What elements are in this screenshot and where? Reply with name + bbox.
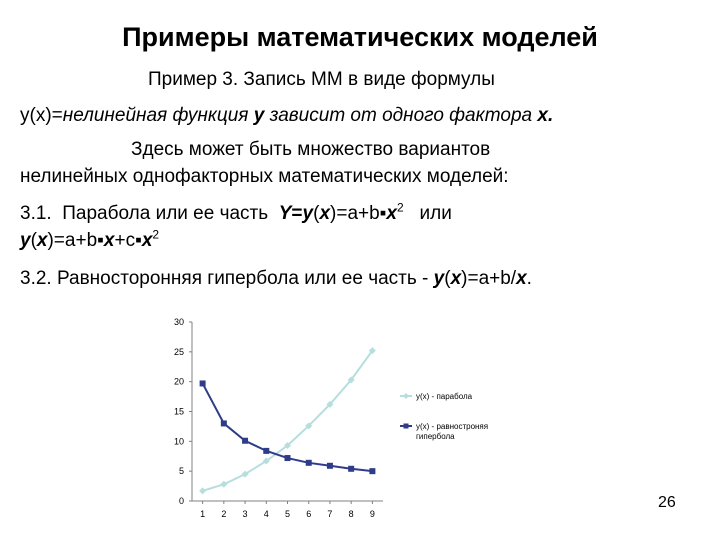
slide-title: Примеры математических моделей — [122, 22, 598, 52]
line-variants: Здесь может быть множество вариантов — [131, 139, 491, 160]
formula-y: y — [20, 230, 31, 251]
series-2-point — [327, 463, 333, 469]
formula-x1: x — [103, 230, 115, 251]
y-tick-label: 5 — [178, 466, 184, 477]
series-2-point — [369, 468, 375, 474]
formula-end: . — [526, 268, 532, 289]
formula-open: ( — [30, 230, 37, 251]
prefix-text: y(x)= — [20, 105, 63, 126]
x-variable: х. — [537, 105, 554, 126]
formula-x: x — [36, 230, 48, 251]
series-2-point — [221, 420, 227, 426]
x-tick-label: 9 — [369, 509, 375, 519]
formula-rest: )=a+b/ — [461, 268, 517, 289]
series-2-point — [242, 438, 248, 444]
formula-sup: 2 — [397, 200, 404, 215]
series-1-point — [199, 487, 206, 494]
x-tick-label: 4 — [263, 509, 269, 519]
x-tick-label: 2 — [221, 509, 227, 519]
italic-text: нелинейная функция — [62, 105, 254, 126]
formula-rest: )=a+b — [330, 203, 380, 224]
legend-marker-1 — [403, 393, 409, 399]
y-tick-label: 20 — [173, 376, 184, 387]
subtitle: Пример 3. Запись ММ в виде формулы — [148, 69, 495, 90]
hyperbola-text: 3.2. Равносторонняя гипербола или ее часть - — [20, 268, 434, 289]
formula-plus-c: +c — [114, 230, 136, 251]
x-tick-label: 5 — [284, 509, 291, 519]
legend-marker-2 — [404, 424, 409, 429]
y-variable: у — [253, 105, 265, 126]
legend-label-2: y(x) - равностроняя — [416, 422, 489, 431]
series-1-point — [220, 481, 227, 488]
formula-open: ( — [313, 203, 320, 224]
series-2-point — [263, 448, 269, 454]
formula-rest: )=a+b — [47, 230, 98, 251]
x-tick-label: 6 — [306, 509, 312, 519]
series-2-point — [200, 380, 206, 386]
y-tick-label: 10 — [173, 436, 184, 447]
formula-x2: x — [386, 203, 397, 224]
series-2-point — [306, 460, 312, 466]
formula-sup: 2 — [152, 227, 160, 242]
y-tick-label: 25 — [173, 346, 184, 357]
y-tick-label: 0 — [178, 496, 184, 506]
formula-open: ( — [444, 268, 451, 289]
x-tick-label: 1 — [200, 509, 206, 519]
line-nonlinear-models: нелинейных однофакторных математических моделей: — [20, 166, 509, 187]
formula-y: y — [433, 268, 445, 289]
or-text: или — [419, 203, 452, 224]
formula-dot: ▪ — [379, 203, 387, 224]
x-tick-label: 7 — [327, 509, 333, 519]
y-tick-label: 30 — [173, 317, 184, 327]
series-line-1 — [203, 351, 373, 491]
page-number: 26 — [658, 494, 676, 511]
formula-y: y — [302, 203, 314, 224]
legend-label-1: y(x) - парабола — [416, 392, 473, 401]
formula-x2: x — [141, 230, 153, 251]
formula-dot: ▪ — [97, 230, 104, 251]
x-tick-label: 3 — [242, 509, 248, 519]
formula-x2: x — [516, 268, 527, 289]
item-number: 3.1. — [20, 203, 52, 224]
formula-x: x — [450, 268, 462, 289]
formula-dot-2: ▪ — [135, 230, 142, 251]
italic-text-2: зависит от одного фактора — [264, 105, 538, 126]
parabola-text: Парабола или ее часть — [62, 203, 269, 224]
y-tick-label: 15 — [173, 406, 184, 417]
legend-label-2-cont: гипербола — [416, 432, 455, 441]
x-tick-label: 8 — [348, 509, 354, 519]
series-2-point — [348, 466, 354, 472]
formula-eq: = — [291, 203, 303, 224]
formula-x: x — [319, 203, 331, 224]
series-2-point — [285, 455, 291, 461]
formula-Y: Y — [278, 203, 292, 224]
